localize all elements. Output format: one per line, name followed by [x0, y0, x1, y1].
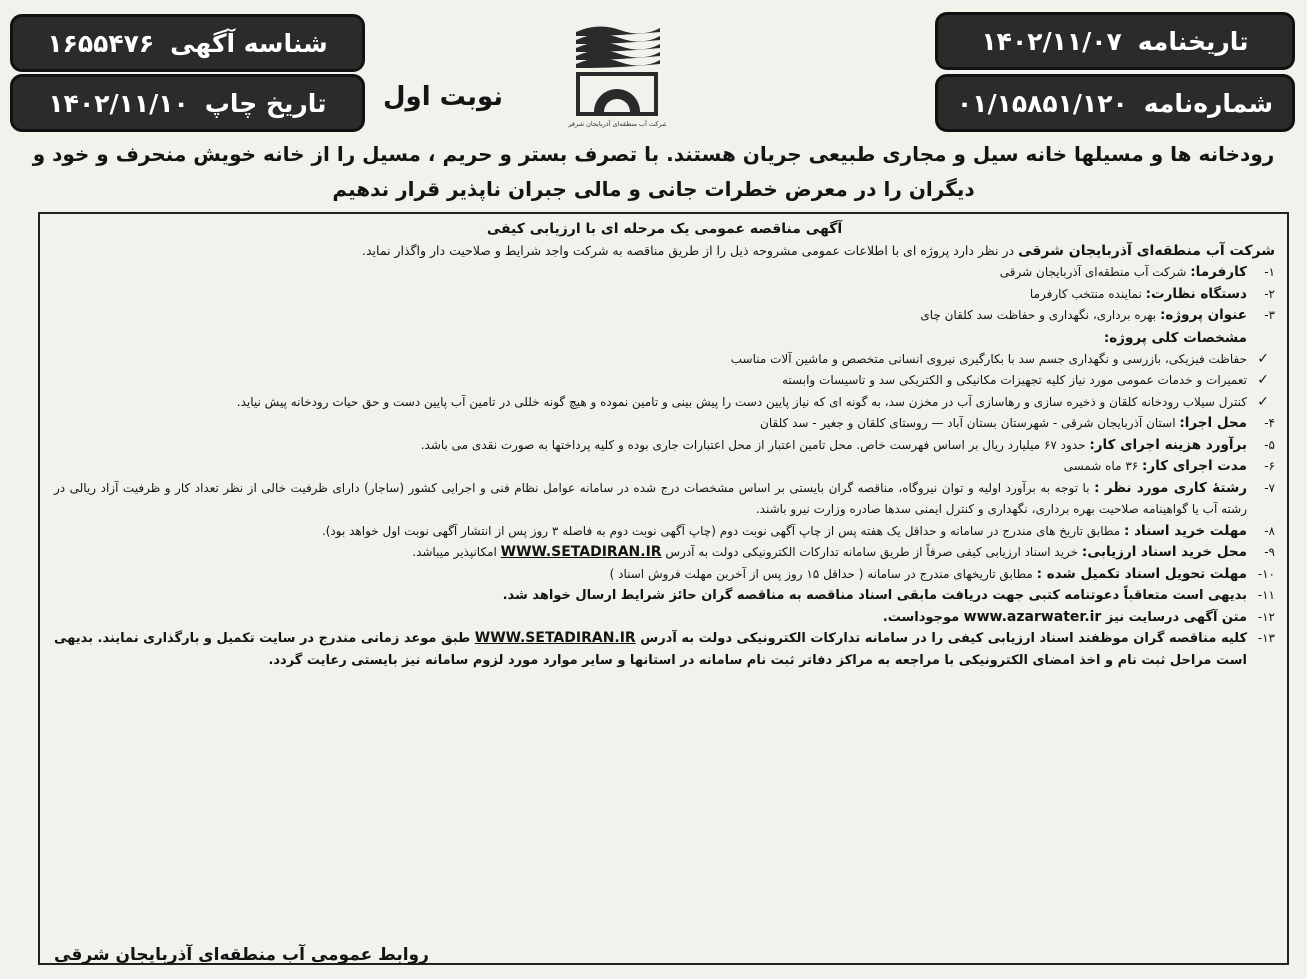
slogan: [18, 137, 1289, 207]
setadiran-link[interactable]: WWW.SETADIRAN.IR: [474, 630, 636, 646]
list-item: [54, 435, 1275, 457]
logo-caption: شرکت آب منطقه‌ای آذربایجان شرقی: [568, 120, 666, 128]
setadiran-link[interactable]: WWW.SETADIRAN.IR: [500, 544, 662, 560]
list-item: [54, 521, 1275, 543]
notice-title: آگهی مناقصه عمومی یک مرحله ای با ارزیابی کیفی: [486, 221, 843, 237]
ad-id-box: [10, 14, 365, 72]
specs-heading: مشخصات کلی پروژه:: [1103, 329, 1247, 346]
item-text: استان آذربایجان شرقی - شهرستان بستان آباد — روستای کلقان و جغیر - سد کلقان: [760, 416, 1180, 430]
item-text: با توجه به برآورد اولیه و توان نیروگاه، مناقصه گران بایستی بر اساس مشخصات درج شده در سامانه عوامل نظام فنی و اجرایی کشور (ساجار) دارای ظرفیت خالی از نظر تعداد کار و ظرفیت آزاد ریالی در رشته آب یا گواهینامه صلاحیت بهره برداری، نگهداری و کنترل ایمنی سدها صادره وزارت نیرو باشند.: [54, 480, 1247, 516]
item-number: ۳-: [1264, 308, 1275, 322]
list-item: [54, 542, 1275, 564]
item-text: ۳۶ ماه شمسی: [1063, 459, 1143, 473]
check-icon: ✓: [1257, 372, 1269, 388]
list-item: [54, 456, 1275, 478]
item-text: بهره برداری، نگهداری و حفاظت سد کلقان چای: [920, 308, 1160, 322]
item-label: مدت اجرای کار:: [1142, 458, 1247, 474]
item-number: ۹-: [1264, 545, 1275, 559]
intro-text: در نظر دارد پروژه ای با اطلاعات عمومی مشروحه ذیل را از طریق مناقصه به شرکت واجد شرایط و صلاحیت دار واگذار نماید.: [362, 243, 1019, 258]
item-number: ۱-: [1264, 265, 1275, 279]
print-date-label: تاریخ چاپ: [204, 88, 327, 118]
spec-text: کنترل سیلاب رودخانه کلقان و ذخیره سازی و رهاسازی آب در مخزن سد، به گونه ای که نیاز پایین دست را پیش بینی و تامین نموده و هیچ گونه خللی در تامین آب پایین دست و حق حیات رودخانه پیش نیاید.: [236, 394, 1247, 409]
spec-item: [54, 349, 1275, 371]
item-label: محل اجرا:: [1179, 415, 1247, 431]
ad-id-label: شناسه آگهی: [170, 28, 328, 58]
item-text: مطابق تاریخهای مندرج در سامانه ( حداقل ۱۵ روز پس از آخرین مهلت فروش اسناد ): [609, 566, 1037, 581]
item-text: شرکت آب منطقه‌ای آذربایجان شرقی: [999, 265, 1191, 279]
spec-item: [54, 370, 1275, 392]
spec-item: [54, 392, 1275, 414]
item-label: مهلت تحویل اسناد تکمیل شده :: [1036, 565, 1247, 582]
item-number: ۱۳-: [1257, 631, 1275, 645]
item-label: کارفرما:: [1190, 264, 1247, 280]
item-text: حدود ۶۷ میلیارد ریال بر اساس فهرست خاص. محل تامین اعتبار از محل اعتبارات جاری بوده و کلیه پرداختها به صورت نقدی می باشد.: [420, 437, 1090, 452]
print-date-box: [10, 74, 365, 132]
item-label: دستگاه نظارت:: [1145, 285, 1247, 302]
list-item: [54, 305, 1275, 327]
letter-number-box: [935, 74, 1295, 132]
item-label: محل خرید اسناد ارزیابی:: [1081, 544, 1247, 560]
company-logo: [568, 18, 666, 130]
tender-notice: [38, 212, 1289, 965]
public-relations-signature: روابط عمومی آب منطقه‌ای آذربایجان شرقی: [54, 945, 429, 965]
item-text: متن آگهی درسایت نیز: [1101, 609, 1247, 625]
water-company-logo-icon: [568, 18, 666, 130]
intro-company: شرکت آب منطقه‌ای آذربایجان شرقی: [1018, 243, 1275, 259]
list-item: [54, 628, 1275, 671]
item-text: طبق موعد زمانی مندرج در سایت تکمیل و بارگذاری نمایند. بدیهی است مراحل ثبت نام و اخذ امضای الکترونیکی با مراجعه به مراکز دفاتر ثبت نام سامانه در استانها و سایر موارد مورد لزوم سامانه نیز بایستی رعایت گردد.: [54, 631, 1247, 668]
item-number: ۱۰-: [1257, 566, 1275, 581]
slogan-line-1: رودخانه ها و مسیلها خانه سیل و مجاری طبیعی جریان هستند. با تصرف بستر و حریم ، مسیل را از خانه خویش منحرف و خود و: [32, 142, 1275, 166]
azarwater-link[interactable]: www.azarwater.ir: [963, 608, 1102, 625]
item-number: ۱۲-: [1257, 609, 1275, 624]
item-label: رشتهٔ کاری مورد نظر :: [1094, 479, 1247, 496]
item-number: ۵-: [1264, 437, 1275, 452]
item-label: عنوان پروژه:: [1159, 307, 1247, 323]
letter-date-value: ۱۴۰۲/۱۱/۰۷: [981, 26, 1122, 56]
item-text: کلیه مناقصه گران موظفند اسناد ارزیابی کیفی را در سامانه تدارکات الکترونیکی دولت به آدرس: [635, 631, 1247, 646]
letter-number-label: شماره‌نامه: [1143, 88, 1274, 118]
list-item: [54, 284, 1275, 306]
list-item: [54, 262, 1275, 284]
letter-number-value: ۰۱/۱۵۸۵۱/۱۲۰: [956, 88, 1128, 118]
list-item: [54, 564, 1275, 586]
slogan-line-2: دیگران را در معرض خطرات جانی و مالی جبران ناپذیر قرار ندهیم: [332, 177, 975, 201]
list-item: [54, 413, 1275, 435]
item-text: امکانپذیر میباشد.: [412, 545, 501, 559]
notice-intro: [54, 240, 1275, 262]
item-label: مهلت خرید اسناد :: [1124, 522, 1247, 539]
item-text: خرید اسناد ارزیابی کیفی صرفاً از طریق سامانه تدارکات الکترونیکی دولت به آدرس: [661, 545, 1082, 559]
check-icon: ✓: [1257, 350, 1269, 367]
spec-text: حفاظت فیزیکی، بازرسی و نگهداری جسم سد با بکارگیری نیروی انسانی متخصص و ماشین آلات مناسب: [730, 351, 1247, 366]
publication-round: نوبت اول: [382, 82, 504, 112]
spec-text: تعمیرات و خدمات عمومی مورد نیاز کلیه تجهیزات مکانیکی و الکتریکی سد و تاسیسات وابسته: [782, 373, 1247, 387]
list-item: [54, 585, 1275, 607]
list-item: [54, 607, 1275, 629]
item-number: ۴-: [1264, 416, 1275, 430]
item-number: ۱۱-: [1257, 588, 1275, 602]
letter-date-box: [935, 12, 1295, 70]
item-number: ۶-: [1264, 459, 1275, 473]
item-text: موجوداست.: [882, 609, 964, 625]
list-item: [54, 478, 1275, 521]
item-number: ۲-: [1264, 286, 1275, 301]
item-text: مطابق تاریخ های مندرج در سامانه و حداقل یک هفته پس از چاپ آگهی نوبت دوم (چاپ آگهی نوبت دوم به فاصله ۳ روز پس از انتشار آگهی نوبت اول خواهد بود).: [321, 523, 1125, 538]
item-number: ۷-: [1264, 480, 1275, 495]
print-date-value: ۱۴۰۲/۱۱/۱۰: [48, 88, 189, 118]
item-label: برآورد هزینه اجرای کار:: [1089, 436, 1247, 453]
ad-id-value: ۱۶۵۵۴۷۶: [47, 28, 155, 58]
item-text: بدیهی است متعاقباً دعوتنامه کتبی جهت دریافت مابقی اسناد مناقصه به مناقصه گران حائز شرایط ارسال خواهد شد.: [502, 588, 1247, 603]
item-text: نماینده منتخب کارفرما: [1029, 286, 1146, 301]
item-number: ۸-: [1264, 523, 1275, 538]
letter-date-label: تاریخنامه: [1137, 26, 1249, 56]
check-icon: ✓: [1257, 393, 1269, 410]
